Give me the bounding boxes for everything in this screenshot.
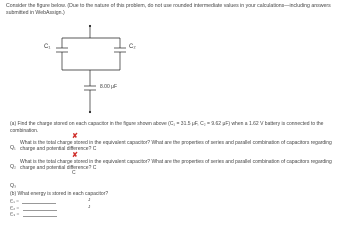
q2-incorrect-icon: ✘ — [72, 152, 78, 159]
q2-label: Q₂ — [10, 164, 17, 170]
problem-intro: Consider the figure below. (Due to the nature of this problem, do not use rounded intermediate values in your calculations—including answers submitted in WebAssign.) — [6, 3, 331, 16]
part-a-prompt: (a) Find the charge stored on each capacitor in the figure shown above (C₁ = 31.5 μF, C₂ = 9.62 μF) when a 1.62 V battery is connected to the combination. — [10, 121, 324, 134]
q2-feedback: What is the total charge stored in the equivalent capacitor? What are the properties of series and parallel combination of capacitors regarding charge and potential difference? C — [20, 159, 332, 171]
q1-feedback: What is the total charge stored in the equivalent capacitor? What are the properties of series and parallel combination of capacitors regarding charge and potential difference? C — [20, 140, 332, 152]
e1-label: E₁ = — [10, 199, 19, 205]
e2-unit: J — [88, 205, 91, 210]
part-b-prompt: (b) What energy is stored in each capacitor? — [10, 191, 109, 197]
c1-label: C₁ — [44, 44, 51, 50]
e3-label: E₃ = — [10, 212, 20, 218]
q1-label: Q₁ — [10, 145, 16, 151]
e1-unit: J — [88, 198, 91, 203]
q1-incorrect-icon: ✘ — [72, 133, 78, 140]
e1-input[interactable] — [22, 198, 56, 204]
q3-unit: C — [72, 170, 76, 176]
e2-label: E₂ = — [10, 206, 20, 212]
c3-label: 8.00 μF — [100, 84, 118, 90]
e3-input[interactable] — [23, 211, 57, 217]
c2-label: C₂ — [129, 44, 136, 50]
q3-label: Q₃ — [10, 183, 17, 189]
